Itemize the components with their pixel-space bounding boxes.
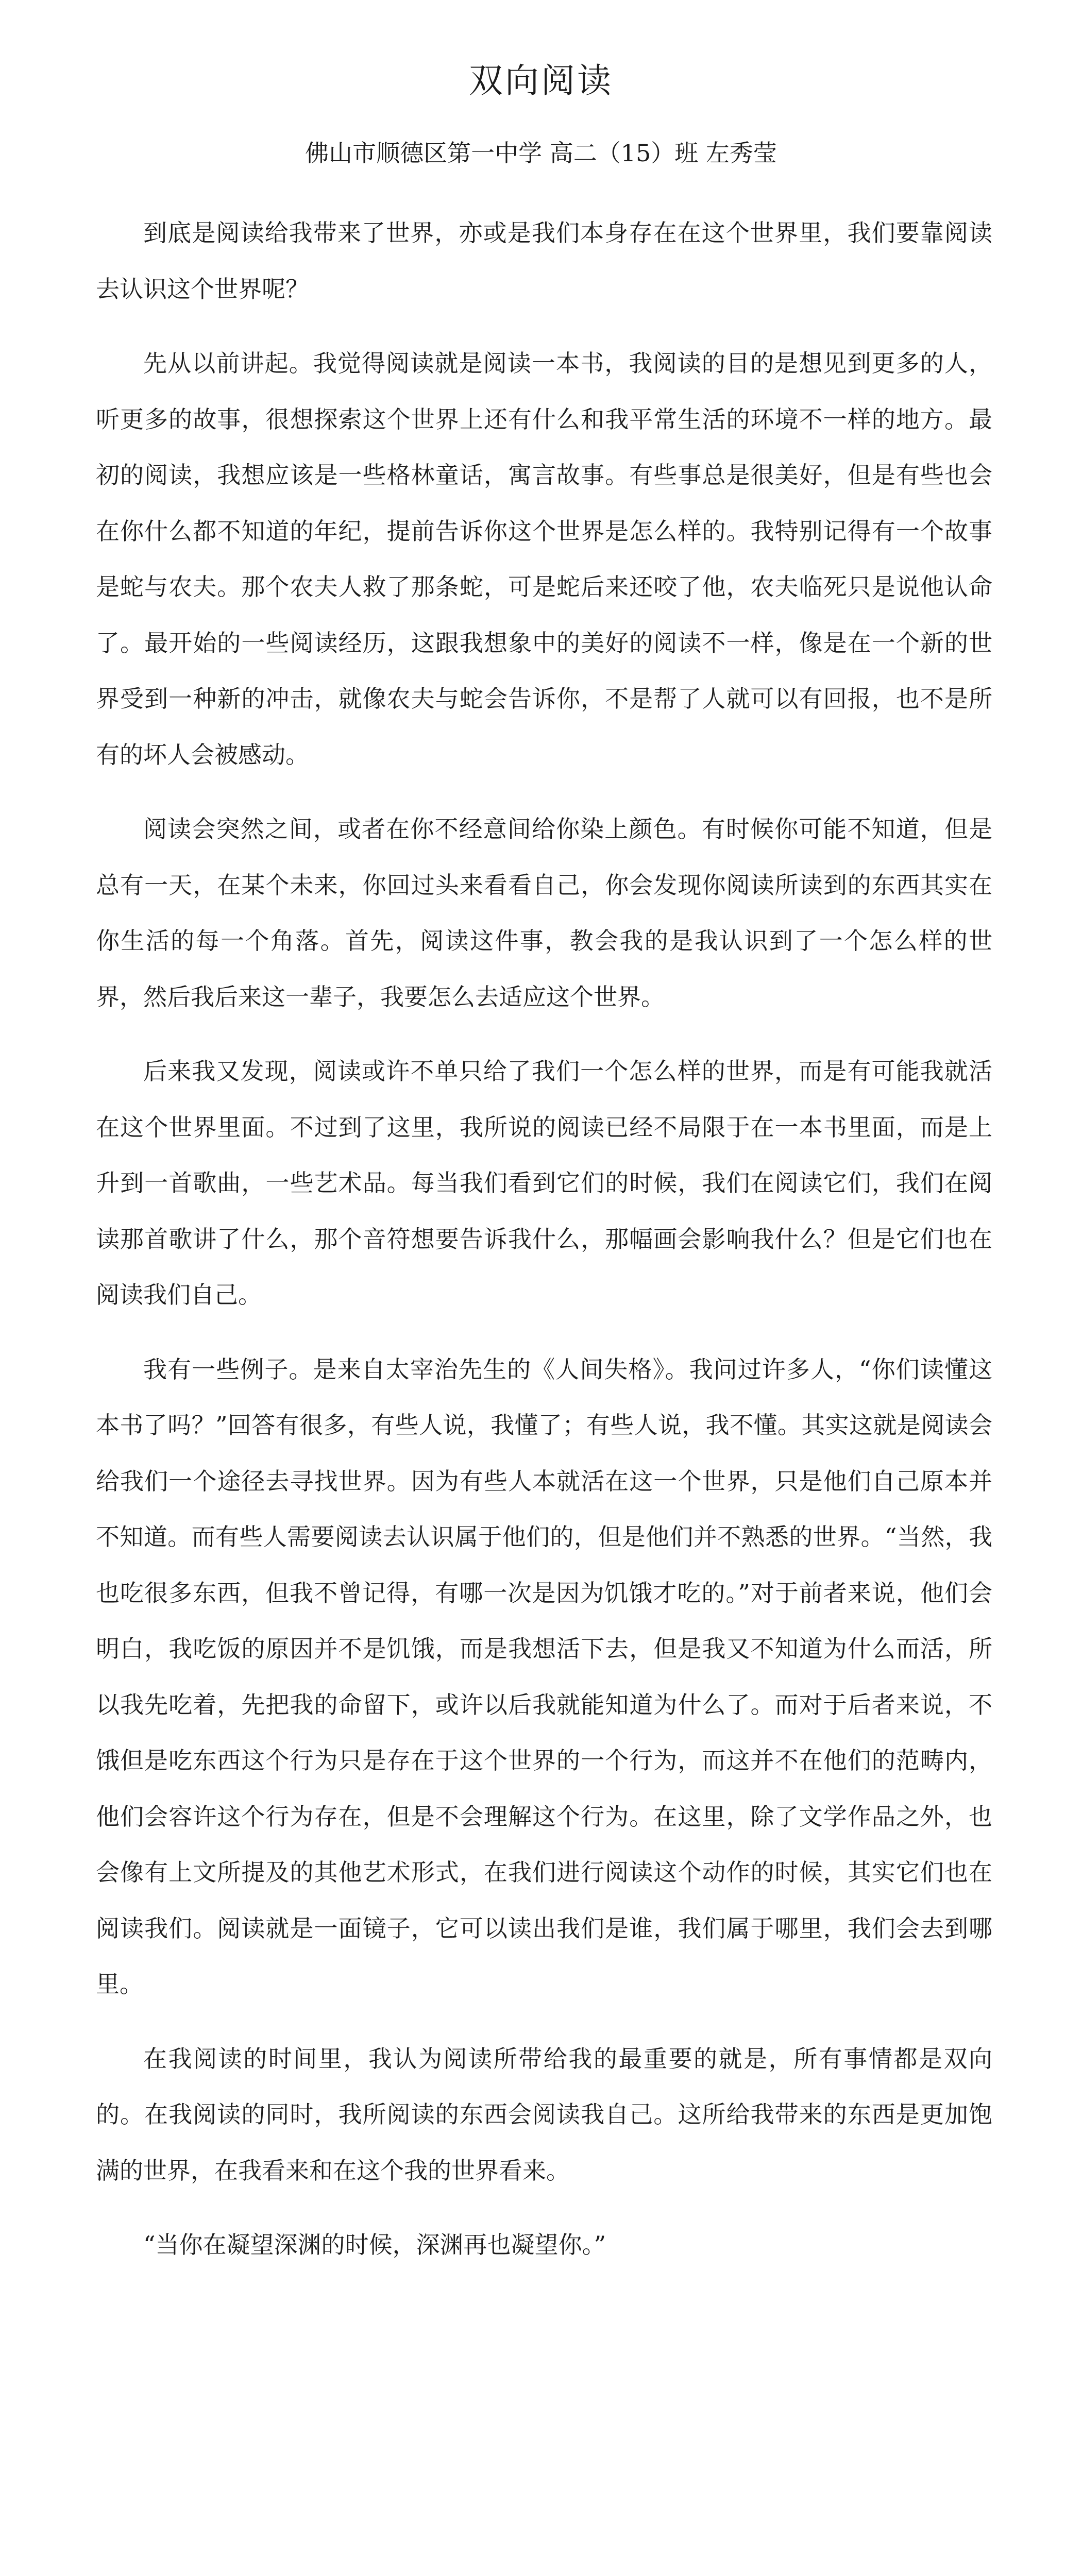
paragraph-6: 在我阅读的时间里，我认为阅读所带给我的最重要的就是，所有事情都是双向的。在我阅读的同时，我所阅读的东西会阅读我自己。这所给我带来的东西是更加饱满的世界，在我看来和在这个我的世界看来。: [96, 2044, 992, 2184]
paragraph-3: 阅读会突然之间，或者在你不经意间给你染上颜色。有时候你可能不知道，但是总有一天，在某个未来，你回过头来看看自己，你会发现你阅读所读到的东西其实在你生活的每一个角落。首先，阅读这件事，教会我的是我认识到了一个怎么样的世界，然后我后来这一辈子，我要怎么去适应这个世界。: [96, 815, 992, 1011]
paragraph-1: 到底是阅读给我带来了世界，亦或是我们本身存在在这个世界里，我们要靠阅读去认识这个世界呢？: [96, 219, 992, 303]
closing-quote: “当你在凝望深渊的时候，深渊再也凝望你。”: [143, 2231, 606, 2259]
author-line: 佛山市顺德区第一中学 高二（15）班 左秀莹: [305, 139, 777, 167]
paragraph-5: 我有一些例子。是来自太宰治先生的《人间失格》。我问过许多人，“你们读懂这本书了吗？”回答有很多，有些人说，我懂了；有些人说，我不懂。其实这就是阅读会给我们一个途径去寻找世界。因为有些人本就活在这一个世界，只是他们自己原本并不知道。而有些人需要阅读去认识属于他们的，但是他们并不熟悉的世界。“当然，我也吃很多东西，但我不曾记得，有哪一次是因为饥饿才吃的。”对于前者来说，他们会明白，我吃饭的原因并不是饥饿，而是我想活下去，但是我又不知道为什么而活，所以我先吃着，先把我的命留下，或许以后我就能知道为什么了。而对于后者来说，不饿但是吃东西这个行为只是存在于这个世界的一个行为，而这并不在他们的范畴内，他们会容许这个行为存在，但是不会理解这个行为。在这里，除了文学作品之外，也会像有上文所提及的其他艺术形式，在我们进行阅读这个动作的时候，其实它们也在阅读我们。阅读就是一面镜子，它可以读出我们是谁，我们属于哪里，我们会去到哪里。: [96, 1355, 992, 1998]
document-title: 双向阅读: [469, 61, 613, 100]
essay-body: [96, 205, 992, 2273]
paragraph-4: 后来我又发现，阅读或许不单只给了我们一个怎么样的世界，而是有可能我就活在这个世界里面。不过到了这里，我所说的阅读已经不局限于在一本书里面，而是上升到一首歌曲，一些艺术品。每当我们看到它们的时候，我们在阅读它们，我们在阅读那首歌讲了什么，那个音符想要告诉我什么，那幅画会影响我什么？但是它们也在阅读我们自己。: [96, 1057, 992, 1309]
paragraph-2: 先从以前讲起。我觉得阅读就是阅读一本书，我阅读的目的是想见到更多的人，听更多的故事，很想探索这个世界上还有什么和我平常生活的环境不一样的地方。最初的阅读，我想应该是一些格林童话，寓言故事。有些事总是很美好，但是有些也会在你什么都不知道的年纪，提前告诉你这个世界是怎么样的。我特别记得有一个故事是蛇与农夫。那个农夫人救了那条蛇，可是蛇后来还咬了他，农夫临死只是说他认命了。最开始的一些阅读经历，这跟我想象中的美好的阅读不一样，像是在一个新的世界受到一种新的冲击，就像农夫与蛇会告诉你，不是帮了人就可以有回报，也不是所有的坏人会被感动。: [96, 349, 992, 769]
